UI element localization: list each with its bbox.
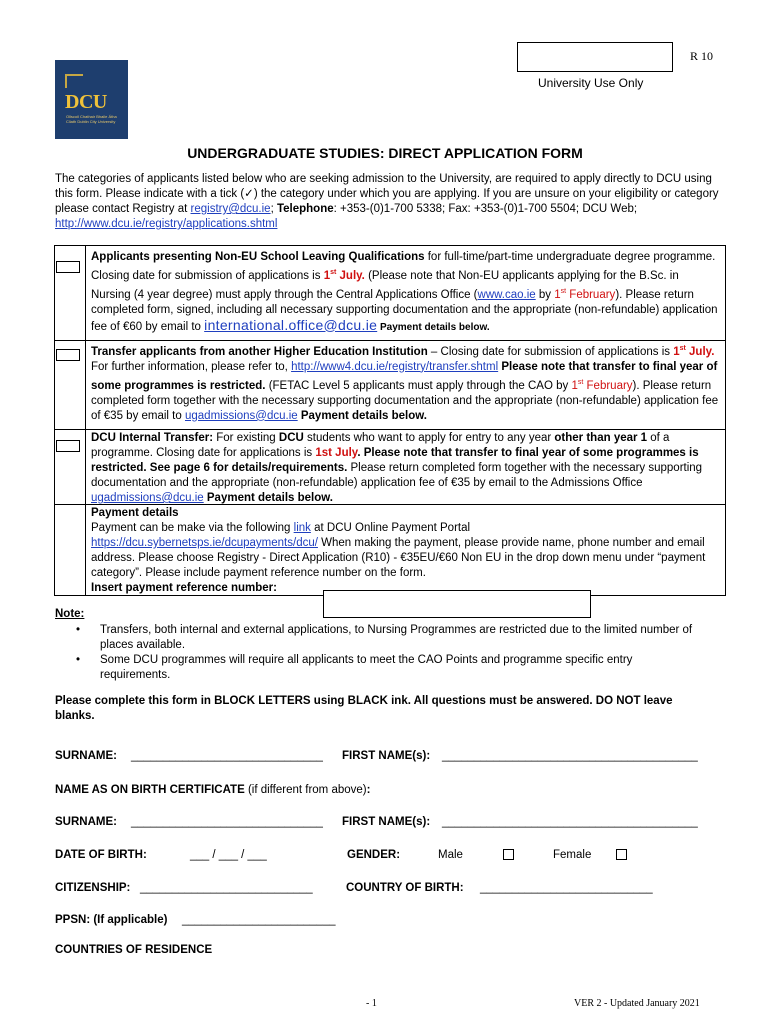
logo-text: DCU [65, 91, 107, 113]
transfer-checkbox[interactable] [56, 349, 80, 361]
version-label: VER 2 - Updated January 2021 [574, 998, 700, 1009]
international-office-email-link[interactable]: international.office@dcu.ie [204, 316, 378, 333]
transfer-category-text: Transfer applicants from another Higher Education Institution – Closing date for submission of applications is 1st July. For further information, please refer to, http://www4.dcu.ie/registry/transfer.shtml Please note that transfer to final year of some programmes is restricted. (FETAC Level 5 applicants must apply through the CAO by 1st February). Please return completed form together with the necessary supporting documentation and the appropriate (non-refundable) application fee of €35 by email to ugadmissions@dcu.ie Payment details below. [91, 345, 719, 422]
note-item: Some DCU programmes will require all applicants to meet the CAO Points and programme specific entry requirements. [100, 654, 633, 681]
payment-details-text: Payment details Payment can be make via the following link at DCU Online Payment Portal https://dcu.sybernetsps.ie/dcupayments/dcu/ When making the payment, please provide name, phone number and email address. Please choose Registry - Direct Application (R10) - €35EU/€60 Non EU in the drop down menu under “payment category”. Please include payment reference number on the form. Insert payment reference number: [91, 507, 706, 594]
firstname-label: FIRST NAME(s): [342, 816, 431, 828]
surname-label: SURNAME: [55, 750, 117, 762]
female-checkbox[interactable] [616, 849, 627, 860]
dob-field[interactable]: ___ / ___ / ___ [190, 849, 267, 861]
university-use-label: University Use Only [538, 76, 644, 90]
payment-link[interactable]: link [293, 522, 311, 534]
surname-label: SURNAME: [55, 816, 117, 828]
registry-web-link[interactable]: http://www.dcu.ie/registry/applications.shtml [55, 218, 278, 230]
dcu-logo [55, 60, 128, 139]
country-birth-field[interactable]: ___________________________ [480, 882, 653, 894]
page-title: UNDERGRADUATE STUDIES: DIRECT APPLICATION FORM [187, 145, 583, 161]
note-label: Note: [55, 608, 85, 620]
female-label: Female [553, 849, 592, 861]
internal-category-text: DCU Internal Transfer: For existing DCU students who want to apply for entry to any year other than year 1 of a programme. Closing date for applications is 1st July. Please note that transfer to final year of some programmes is restricted. See page 6 for details/requirements. Please return completed form together with the necessary supporting documentation and the appropriate (non-refundable) application fee of €35 by email to the Admissions Office ugadmissions@dcu.ie Payment details below. [91, 432, 703, 504]
payment-reference-input[interactable] [323, 590, 591, 618]
male-checkbox[interactable] [503, 849, 514, 860]
instruction-text: Please complete this form in BLOCK LETTERS using BLACK ink. All questions must be answered. DO NOT leave blanks. [55, 695, 673, 722]
birth-firstname-field[interactable]: ________________________________________ [442, 816, 698, 828]
payment-portal-link[interactable]: https://dcu.sybernetsps.ie/dcupayments/dcu/ [91, 537, 318, 549]
registry-email-link[interactable]: registry@dcu.ie [190, 203, 271, 215]
transfer-info-link[interactable]: http://www4.dcu.ie/registry/transfer.shtml [291, 360, 499, 373]
form-code: R 10 [690, 49, 714, 63]
citizenship-label: CITIZENSHIP: [55, 882, 131, 894]
logo-subtext: Ollscoil Chathair Bhaile Átha Cliath Dublin City University [66, 114, 117, 124]
firstname-field[interactable]: ________________________________________ [442, 750, 698, 762]
logo-mark-icon [65, 74, 83, 88]
table-divider [85, 245, 86, 596]
birth-surname-field[interactable]: ______________________________ [131, 816, 323, 828]
ugadmissions-email-link[interactable]: ugadmissions@dcu.ie [91, 492, 204, 504]
country-birth-label: COUNTRY OF BIRTH: [346, 882, 464, 894]
page-number: - 1 [366, 998, 377, 1009]
ugadmissions-email-link[interactable]: ugadmissions@dcu.ie [184, 409, 298, 422]
dob-label: DATE OF BIRTH: [55, 849, 147, 861]
internal-checkbox[interactable] [56, 440, 80, 452]
surname-field[interactable]: ______________________________ [131, 750, 323, 762]
ppsn-field[interactable]: ________________________ [182, 914, 336, 926]
note-item: Transfers, both internal and external applications, to Nursing Programmes are restricted due to the limited number of places available. [100, 624, 693, 651]
countries-residence-label: COUNTRIES OF RESIDENCE [55, 944, 213, 956]
citizenship-field[interactable]: ___________________________ [140, 882, 313, 894]
birth-cert-label: NAME AS ON BIRTH CERTIFICATE (if different from above): [55, 784, 371, 796]
bullet-icon: • [76, 624, 81, 636]
university-use-box[interactable] [517, 42, 673, 72]
male-label: Male [438, 849, 463, 861]
noneu-category-text: Applicants presenting Non-EU School Leaving Qualifications for full-time/part-time undergraduate degree programme. Closing date for submission of applications is 1st July. (Please note that Non-EU applicants applying for the B.Sc. in Nursing (4 year degree) must apply through the Central Applications Office (www.cao.ie by 1st February). Please return completed form, signed, including all necessary supporting documentation and the appropriate (non-refundable) application fee of €60 by email to international.office@dcu.ie Payment details below. [91, 251, 718, 333]
cao-link[interactable]: www.cao.ie [477, 288, 536, 301]
bullet-icon: • [76, 654, 81, 666]
gender-label: GENDER: [347, 849, 401, 861]
intro-paragraph: The categories of applicants listed below who are seeking admission to the University, are required to apply directly to DCU using this form. Please indicate with a tick (✓) the category under which you are applying. If you are unsure on your eligibility or category please contact Registry at registry@dcu.ie; Telephone: +353-(0)1-700 5338; Fax: +353-(0)1-700 5504; DCU Web; http://www.dcu.ie/registry/applications.shtml [55, 173, 719, 230]
firstname-label: FIRST NAME(s): [342, 750, 431, 762]
row-divider [54, 429, 725, 430]
ppsn-label: PPSN: (If applicable) [55, 914, 168, 926]
noneu-checkbox[interactable] [56, 261, 80, 273]
